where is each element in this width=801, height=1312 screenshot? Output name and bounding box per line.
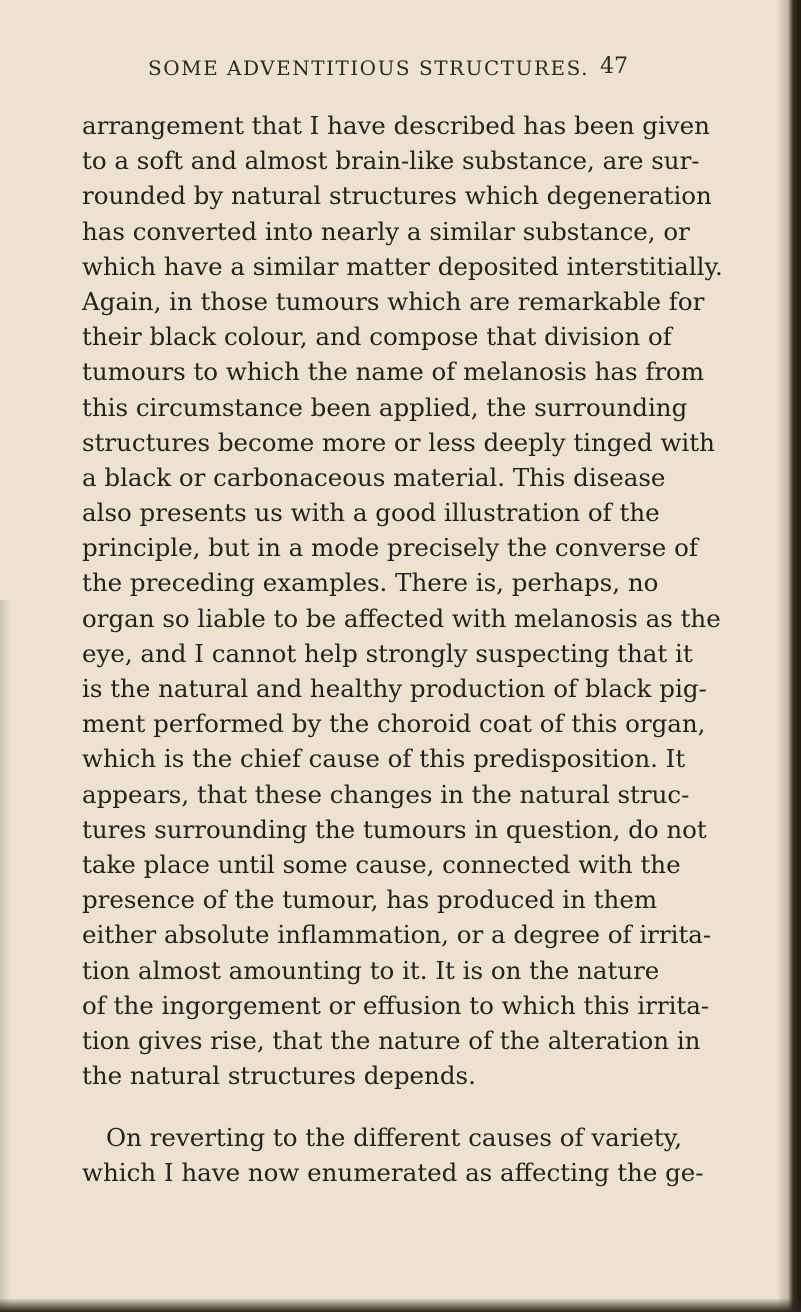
book-binding-edge: [787, 0, 801, 1312]
text-line: which is the chief cause of this predisposition. It: [82, 744, 686, 774]
text-line: principle, but in a mode precisely the converse of: [82, 533, 698, 563]
text-line: presence of the tumour, has produced in them: [82, 885, 658, 915]
binding-shadow: [777, 0, 787, 1312]
text-line: also presents us with a good illustration of the: [82, 498, 660, 528]
running-head: [148, 56, 628, 86]
text-line: of the ingorgement or effusion to which this irrita-: [82, 990, 710, 1020]
paragraph-gap: [82, 1093, 642, 1120]
text-line: take place until some cause, connected with the: [82, 849, 681, 879]
text-line: which have a similar matter deposited interstitially.: [82, 251, 723, 281]
page-edge-shade: [0, 600, 10, 1312]
text-line: eye, and I cannot help strongly suspecting that it: [82, 638, 693, 668]
text-line: tion gives rise, that the nature of the alteration in: [82, 1025, 701, 1055]
text-line: this circumstance been applied, the surrounding: [82, 392, 688, 422]
text-line: either absolute inflammation, or a degree of irrita-: [82, 920, 712, 950]
text-line: is the natural and healthy production of black pig-: [82, 674, 707, 703]
running-head-title: SOME ADVENTITIOUS STRUCTURES.: [148, 56, 589, 80]
text-line: tumours to which the name of melanosis has from: [82, 357, 705, 387]
text-line: has converted into nearly a similar substance, or: [82, 216, 690, 246]
text-line: Again, in those tumours which are remarkable for: [82, 286, 705, 316]
text-line: to a soft and almost brain-like substance, are sur-: [82, 146, 700, 176]
text-line: tion almost amounting to it. It is on the nature: [82, 955, 660, 985]
text-line: structures become more or less deeply tinged with: [82, 427, 715, 457]
text-line: rounded by natural structures which degeneration: [82, 181, 712, 211]
text-line: On reverting to the different causes of variety,: [106, 1123, 683, 1153]
body-text: [82, 108, 723, 1191]
paragraph-2: [82, 1120, 704, 1190]
text-line: tures surrounding the tumours in question, do not: [82, 814, 707, 844]
text-line: arrangement that I have described has been given: [82, 111, 710, 140]
page-bottom-edge: [0, 1298, 801, 1312]
page-number: 47: [600, 54, 628, 79]
text-line: their black colour, and compose that division of: [82, 322, 672, 352]
text-line: the natural structures depends.: [82, 1061, 476, 1091]
text-line: appears, that these changes in the natural struc-: [82, 779, 690, 809]
text-line: ment performed by the choroid coat of this organ,: [82, 709, 706, 739]
text-line: which I have now enumerated as affecting the ge-: [82, 1158, 704, 1188]
text-line: the preceding examples. There is, perhaps, no: [82, 568, 659, 598]
text-line: organ so liable to be affected with melanosis as the: [82, 603, 721, 633]
text-line: a black or carbonaceous material. This disease: [82, 462, 666, 492]
paragraph-1: [82, 108, 723, 1093]
